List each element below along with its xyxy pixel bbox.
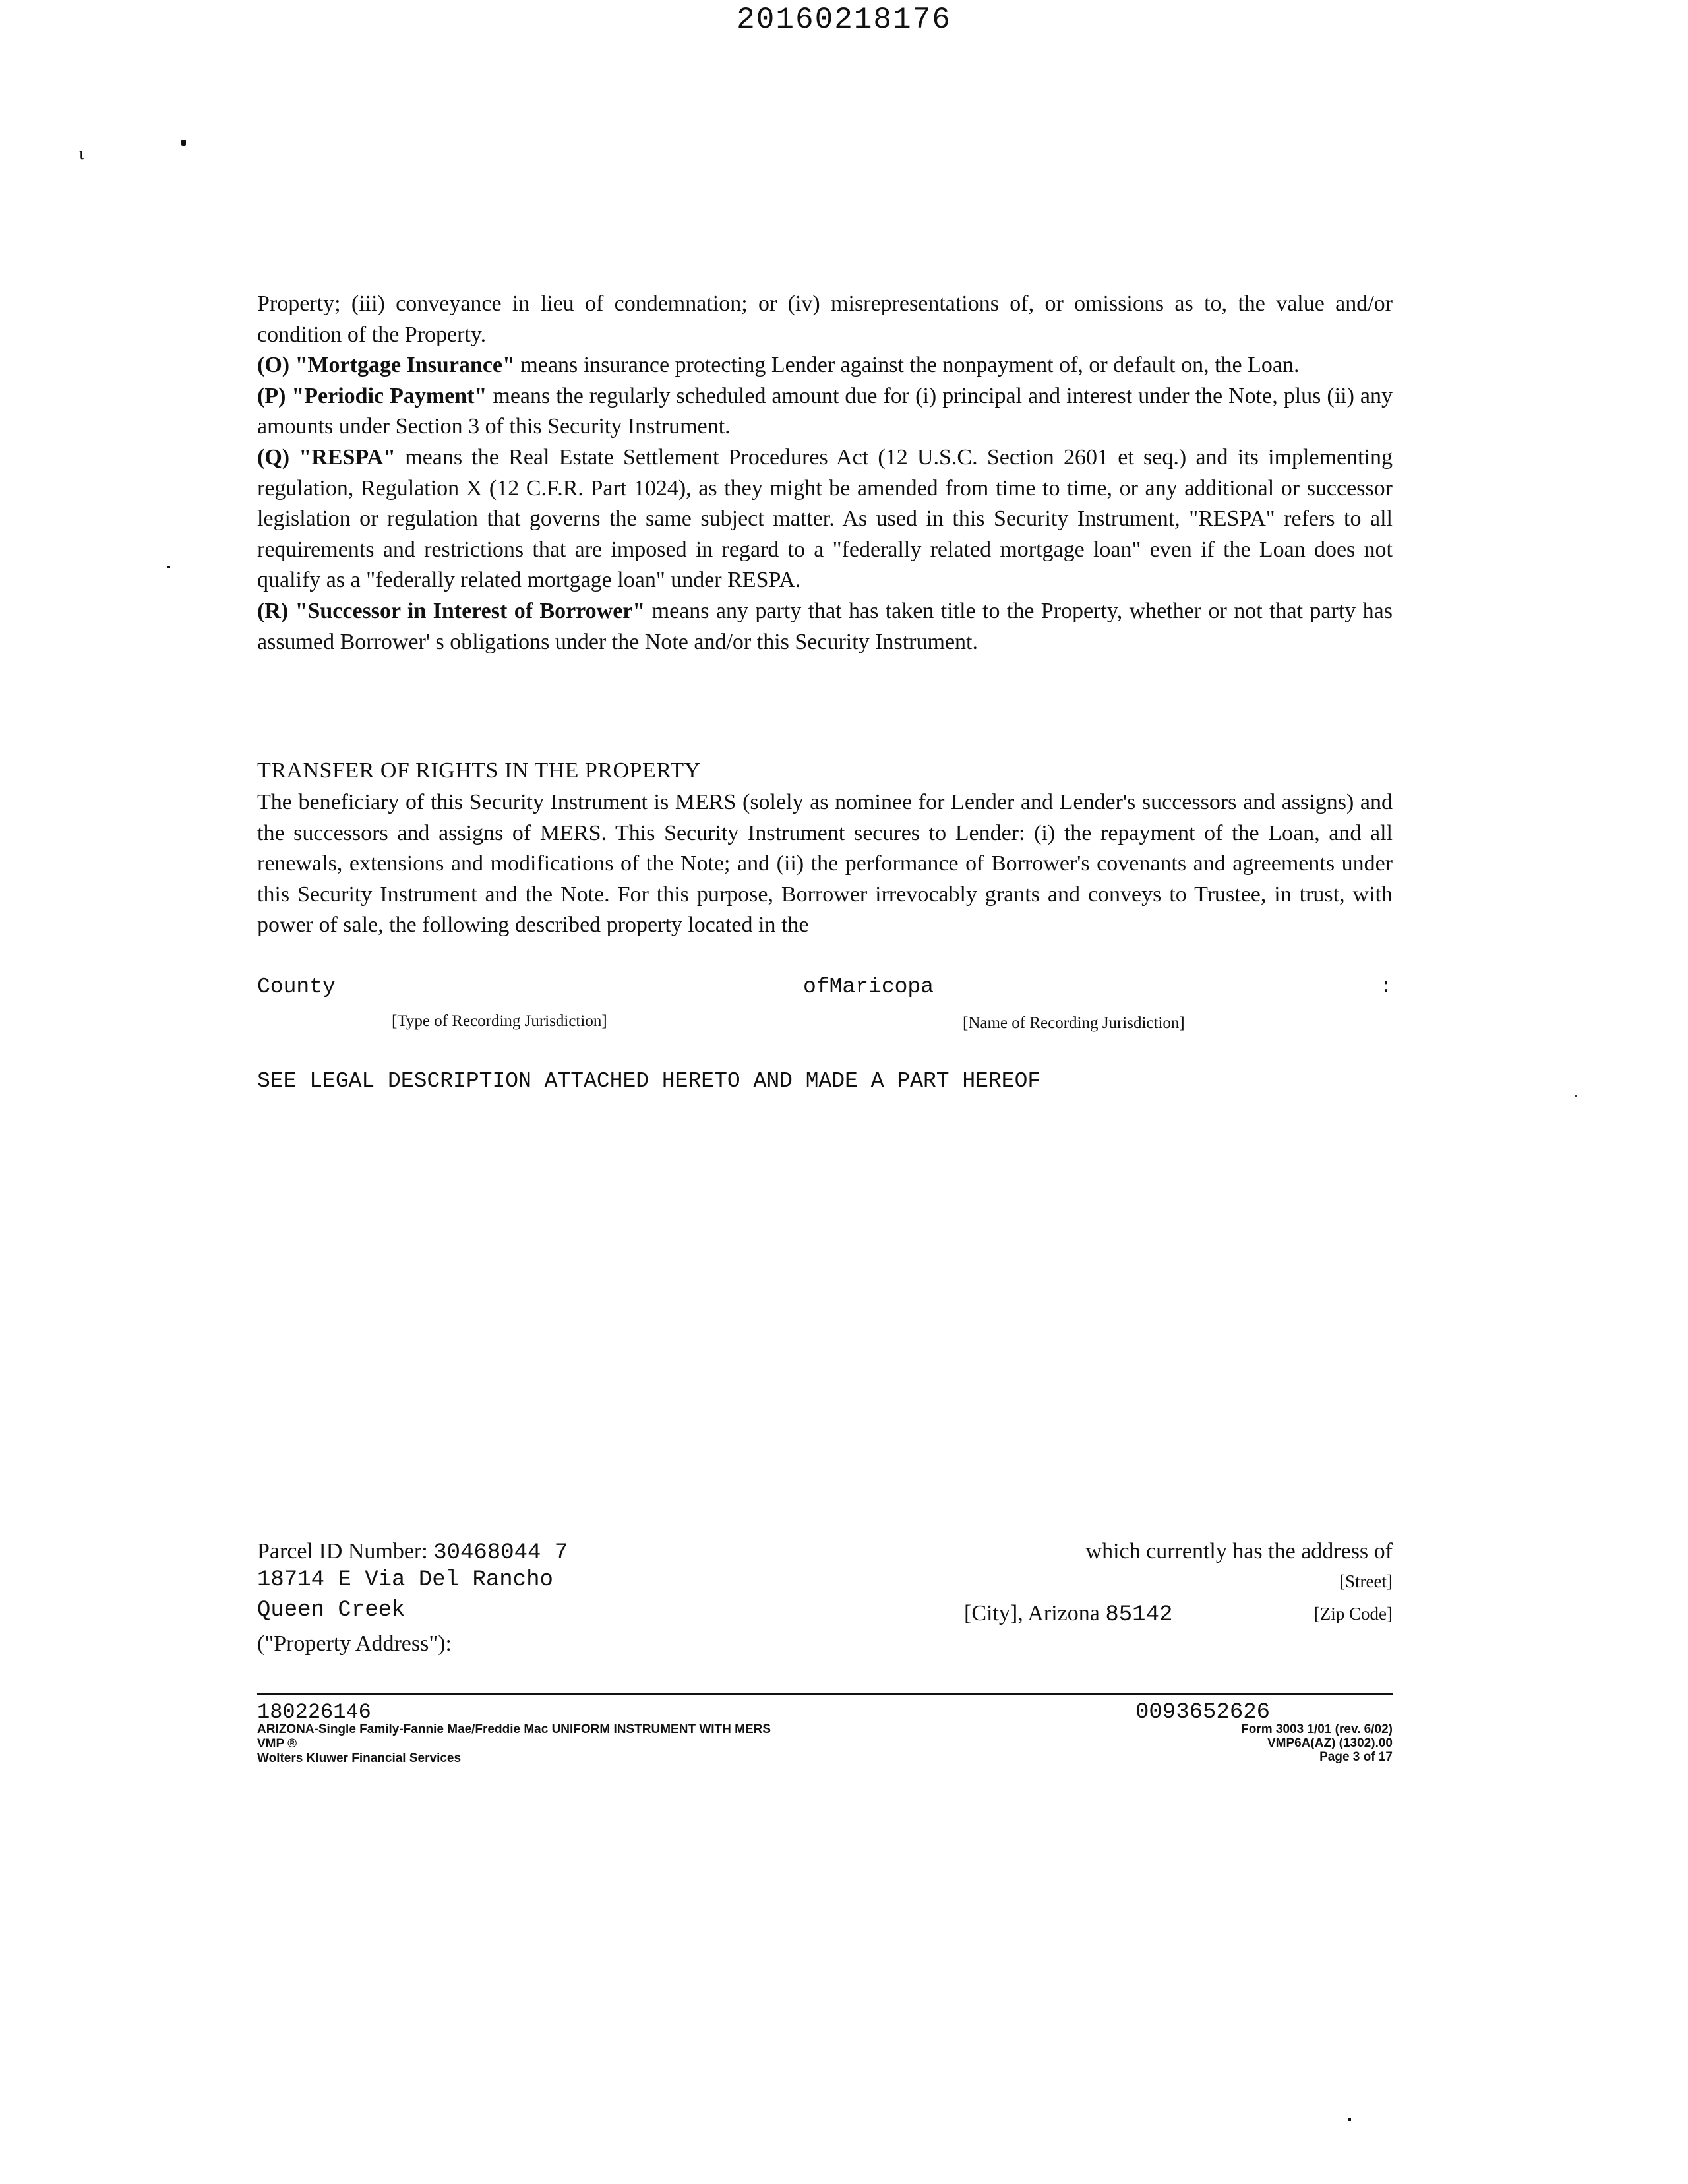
definition-p-text: means the regularly scheduled amount due for (i) principal and interest under the Note, plus (ii) any amounts under Section 3 of this Security Instrument. xyxy=(257,383,1393,439)
footer-vmp: VMP ® xyxy=(257,1737,297,1751)
parcel-id-number: 30468044 7 xyxy=(433,1540,568,1565)
property-state: Arizona xyxy=(1027,1601,1100,1625)
city-label: [City], xyxy=(964,1601,1023,1625)
scan-speck xyxy=(181,140,186,146)
definition-r xyxy=(257,596,1393,657)
definition-o xyxy=(257,350,1393,381)
property-city: Queen Creek xyxy=(257,1598,406,1623)
definition-q-label: (Q) "RESPA" xyxy=(257,444,396,470)
footer-publisher: Wolters Kluwer Financial Services xyxy=(257,1751,462,1765)
legal-description: SEE LEGAL DESCRIPTION ATTACHED HERETO AND MADE A PART HEREOF xyxy=(257,1069,1041,1093)
definition-q xyxy=(257,442,1393,596)
definitions-section xyxy=(257,289,1393,657)
definition-p-label: (P) "Periodic Payment" xyxy=(257,383,487,408)
footer-form-number: Form 3003 1/01 (rev. 6/02) xyxy=(1241,1722,1393,1736)
transfer-heading: TRANSFER OF RIGHTS IN THE PROPERTY xyxy=(257,758,701,783)
definition-o-text: means insurance protecting Lender against the nonpayment of, or default on, the Loan. xyxy=(514,353,1300,378)
jurisdiction-type-label: [Type of Recording Jurisdiction] xyxy=(392,1012,607,1030)
jurisdiction-colon: : xyxy=(1379,975,1393,999)
footer-vmp-code: VMP6A(AZ) (1302).00 xyxy=(1267,1736,1393,1750)
scan-speck xyxy=(1575,1095,1577,1097)
scan-speck: ι xyxy=(79,144,84,163)
footer-rule xyxy=(257,1693,1393,1695)
property-street: 18714 E Via Del Rancho xyxy=(257,1567,553,1592)
footer-right-number: 0093652626 xyxy=(1135,1700,1271,1725)
transfer-paragraph: The beneficiary of this Security Instrument is MERS (solely as nominee for Lender and Lender's successors and assigns) and the successors and assigns of MERS. This Security Instrument secures to Lender: (i) the repayment of the Loan, and all renewals, extensions and modifications of the Note; and (ii) the performance of Borrower's covenants and agreements under this Security Instrument and the Note. For this purpose, Borrower irrevocably grants and conveys to Trustee, in trust, with power of sale, the following described property located in the xyxy=(257,790,1393,938)
footer-form-title: ARIZONA-Single Family-Fannie Mae/Freddie Mac UNIFORM INSTRUMENT WITH MERS xyxy=(257,1722,771,1736)
parcel-id-label: Parcel ID Number: xyxy=(257,1539,428,1563)
property-zip: 85142 xyxy=(1105,1602,1173,1627)
footer-loan-number: 180226146 xyxy=(257,1700,371,1724)
definition-r-text: means any party that has taken title to the Property, whether or not that party has assumed Borrower' s obligations under the Note and/or this Security Instrument. xyxy=(257,598,1393,654)
recording-number: 20160218176 xyxy=(737,3,951,37)
zip-code-label: [Zip Code] xyxy=(1313,1604,1393,1623)
footer-page-number: Page 3 of 17 xyxy=(1319,1750,1393,1764)
street-label: [Street] xyxy=(1339,1571,1393,1591)
scan-speck xyxy=(1348,2118,1351,2121)
jurisdiction-name: ofMaricopa xyxy=(803,975,934,999)
definition-continuation: Property; (iii) conveyance in lieu of condemnation; or (iv) misrepresentations of, or omissions as to, the value and/or condition of the Property. xyxy=(257,291,1393,347)
currently-has-address-label: which currently has the address of xyxy=(1085,1539,1393,1563)
parcel-id-line xyxy=(257,1536,568,1568)
city-state-zip-line xyxy=(964,1598,1172,1630)
definition-q-text: means the Real Estate Settlement Procedures Act (12 U.S.C. Section 2601 et seq.) and its implementing regulation, Regulation X (12 C.F.R. Part 1024), as they might be amended from time to time, or any additional or successor legislation or regulation that governs the same subject matter. As used in this Security Instrument, "RESPA" refers to all requirements and restrictions that are imposed in regard to a "federally related mortgage loan" even if the Loan does not qualify as a "federally related mortgage loan" under RESPA. xyxy=(257,444,1393,593)
scan-speck xyxy=(167,566,170,568)
definition-r-label: (R) "Successor in Interest of Borrower" xyxy=(257,598,646,623)
jurisdiction-name-label: [Name of Recording Jurisdiction] xyxy=(963,1014,1185,1032)
jurisdiction-type: County xyxy=(257,975,336,999)
definition-o-label: (O) "Mortgage Insurance" xyxy=(257,353,515,378)
property-address-label: ("Property Address"): xyxy=(257,1631,452,1656)
definition-p xyxy=(257,381,1393,442)
